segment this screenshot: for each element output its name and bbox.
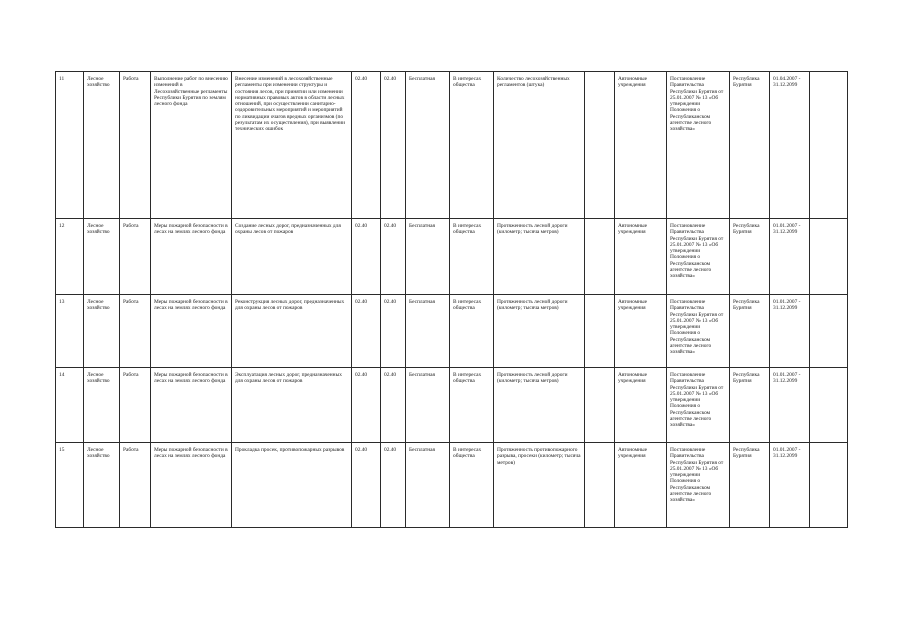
row-number: 15 <box>56 443 84 528</box>
activity-sphere: Лесное хозяйство <box>84 368 120 443</box>
work-name: Меры пожарной безопасности в лесах на землях лесного фонда <box>151 219 232 295</box>
payment-type: Бесплатная <box>406 219 450 295</box>
empty-cell <box>810 295 848 368</box>
activity-sphere: Лесное хозяйство <box>84 219 120 295</box>
volume-indicator: Протяженность лесной дороги (километр; тысяча метров) <box>494 295 585 368</box>
okved-code-2: 02.40 <box>381 368 406 443</box>
legal-basis: Постановление Правительства Республики Бурятия от 25.01.2007 № 13 «Об утверждении Положения о Республиканском агентстве лесного хозяйства» <box>667 219 730 295</box>
legal-basis: Постановление Правительства Республики Бурятия от 25.01.2007 № 13 «Об утверждении Положения о Республиканском агентстве лесного хозяйства» <box>667 368 730 443</box>
table-row <box>56 368 848 443</box>
legal-basis: Постановление Правительства Республики Бурятия от 25.01.2007 № 13 «Об утверждении Положения о Республиканском агентстве лесного хозяйства» <box>667 443 730 528</box>
consumer-category: В интересах общества <box>450 72 494 219</box>
work-name: Выполнение работ по внесению изменений в Лесохозяйственные регламенты Республики Бурятия по землям лесного фонда <box>151 72 232 219</box>
legal-basis: Постановление Правительства Республики Бурятия от 25.01.2007 № 13 «Об утверждении Положения о Республиканском агентстве лесного хозяйства» <box>667 295 730 368</box>
empty-cell <box>585 443 615 528</box>
validity-period: 01.01.2007 - 31.12.2099 <box>770 443 810 528</box>
institution-type: Автономные учреждения <box>615 72 667 219</box>
payment-type: Бесплатная <box>406 368 450 443</box>
empty-cell <box>810 219 848 295</box>
payment-type: Бесплатная <box>406 72 450 219</box>
validity-period: 01.04.2007 - 31.12.2099 <box>770 72 810 219</box>
item-type: Работа <box>120 219 151 295</box>
row-number: 14 <box>56 368 84 443</box>
table-row <box>56 72 848 219</box>
empty-cell <box>810 72 848 219</box>
payment-type: Бесплатная <box>406 443 450 528</box>
activity-sphere: Лесное хозяйство <box>84 295 120 368</box>
okved-code: 02.40 <box>352 443 381 528</box>
item-type: Работа <box>120 443 151 528</box>
registry-table <box>55 71 848 528</box>
item-type: Работа <box>120 295 151 368</box>
okved-code: 02.40 <box>352 368 381 443</box>
work-content: Создание лесных дорог, предназначенных для охраны лесов от пожаров <box>232 219 352 295</box>
volume-indicator: Протяженность лесной дороги (километр; тысяча метров) <box>494 219 585 295</box>
work-content: Эксплуатация лесных дорог, предназначенных для охраны лесов от пожаров <box>232 368 352 443</box>
authority: Республика Бурятия <box>730 368 770 443</box>
work-content: Прокладка просек, противопожарных разрывов <box>232 443 352 528</box>
consumer-category: В интересах общества <box>450 295 494 368</box>
authority: Республика Бурятия <box>730 72 770 219</box>
row-number: 11 <box>56 72 84 219</box>
volume-indicator: Протяженность противопожарного разрыва, просеки (километр; тысяча метров) <box>494 443 585 528</box>
validity-period: 01.01.2007 - 31.12.2099 <box>770 219 810 295</box>
table-row <box>56 295 848 368</box>
item-type: Работа <box>120 368 151 443</box>
institution-type: Автономные учреждения <box>615 443 667 528</box>
okved-code-2: 02.40 <box>381 219 406 295</box>
empty-cell <box>585 72 615 219</box>
consumer-category: В интересах общества <box>450 443 494 528</box>
empty-cell <box>810 443 848 528</box>
activity-sphere: Лесное хозяйство <box>84 72 120 219</box>
okved-code-2: 02.40 <box>381 72 406 219</box>
item-type: Работа <box>120 72 151 219</box>
okved-code-2: 02.40 <box>381 443 406 528</box>
row-number: 12 <box>56 219 84 295</box>
work-content: Внесение изменений в лесохозяйственные регламенты при изменении структуры и состояния лесов, при принятии или изменении нормативных правовых актов в области лесных отношений, при осуществлении санитарно-оздоровительных мероприятий и мероприятий по ликвидации очагов вредных организмов (по результатам их осуществления), при выявлении технических ошибок <box>232 72 352 219</box>
okved-code: 02.40 <box>352 72 381 219</box>
authority: Республика Бурятия <box>730 295 770 368</box>
institution-type: Автономные учреждения <box>615 219 667 295</box>
volume-indicator: Протяженность лесной дороги (километр; тысяча метров) <box>494 368 585 443</box>
okved-code: 02.40 <box>352 219 381 295</box>
payment-type: Бесплатная <box>406 295 450 368</box>
legal-basis: Постановление Правительства Республики Бурятия от 25.01.2007 № 13 «Об утверждении Положения о Республиканском агентстве лесного хозяйства» <box>667 72 730 219</box>
volume-indicator: Количество лесохозяйственных регламентов (штука) <box>494 72 585 219</box>
empty-cell <box>585 295 615 368</box>
institution-type: Автономные учреждения <box>615 295 667 368</box>
activity-sphere: Лесное хозяйство <box>84 443 120 528</box>
empty-cell <box>810 368 848 443</box>
consumer-category: В интересах общества <box>450 219 494 295</box>
empty-cell <box>585 219 615 295</box>
work-name: Меры пожарной безопасности в лесах на землях лесного фонда <box>151 443 232 528</box>
table-row <box>56 219 848 295</box>
authority: Республика Бурятия <box>730 219 770 295</box>
work-content: Реконструкция лесных дорог, предназначенных для охраны лесов от пожаров <box>232 295 352 368</box>
empty-cell <box>585 368 615 443</box>
row-number: 13 <box>56 295 84 368</box>
work-name: Меры пожарной безопасности в лесах на землях лесного фонда <box>151 295 232 368</box>
authority: Республика Бурятия <box>730 443 770 528</box>
institution-type: Автономные учреждения <box>615 368 667 443</box>
consumer-category: В интересах общества <box>450 368 494 443</box>
validity-period: 01.01.2007 - 31.12.2099 <box>770 295 810 368</box>
work-name: Меры пожарной безопасности в лесах на землях лесного фонда <box>151 368 232 443</box>
okved-code-2: 02.40 <box>381 295 406 368</box>
okved-code: 02.40 <box>352 295 381 368</box>
table-row <box>56 443 848 528</box>
validity-period: 01.01.2007 - 31.12.2099 <box>770 368 810 443</box>
